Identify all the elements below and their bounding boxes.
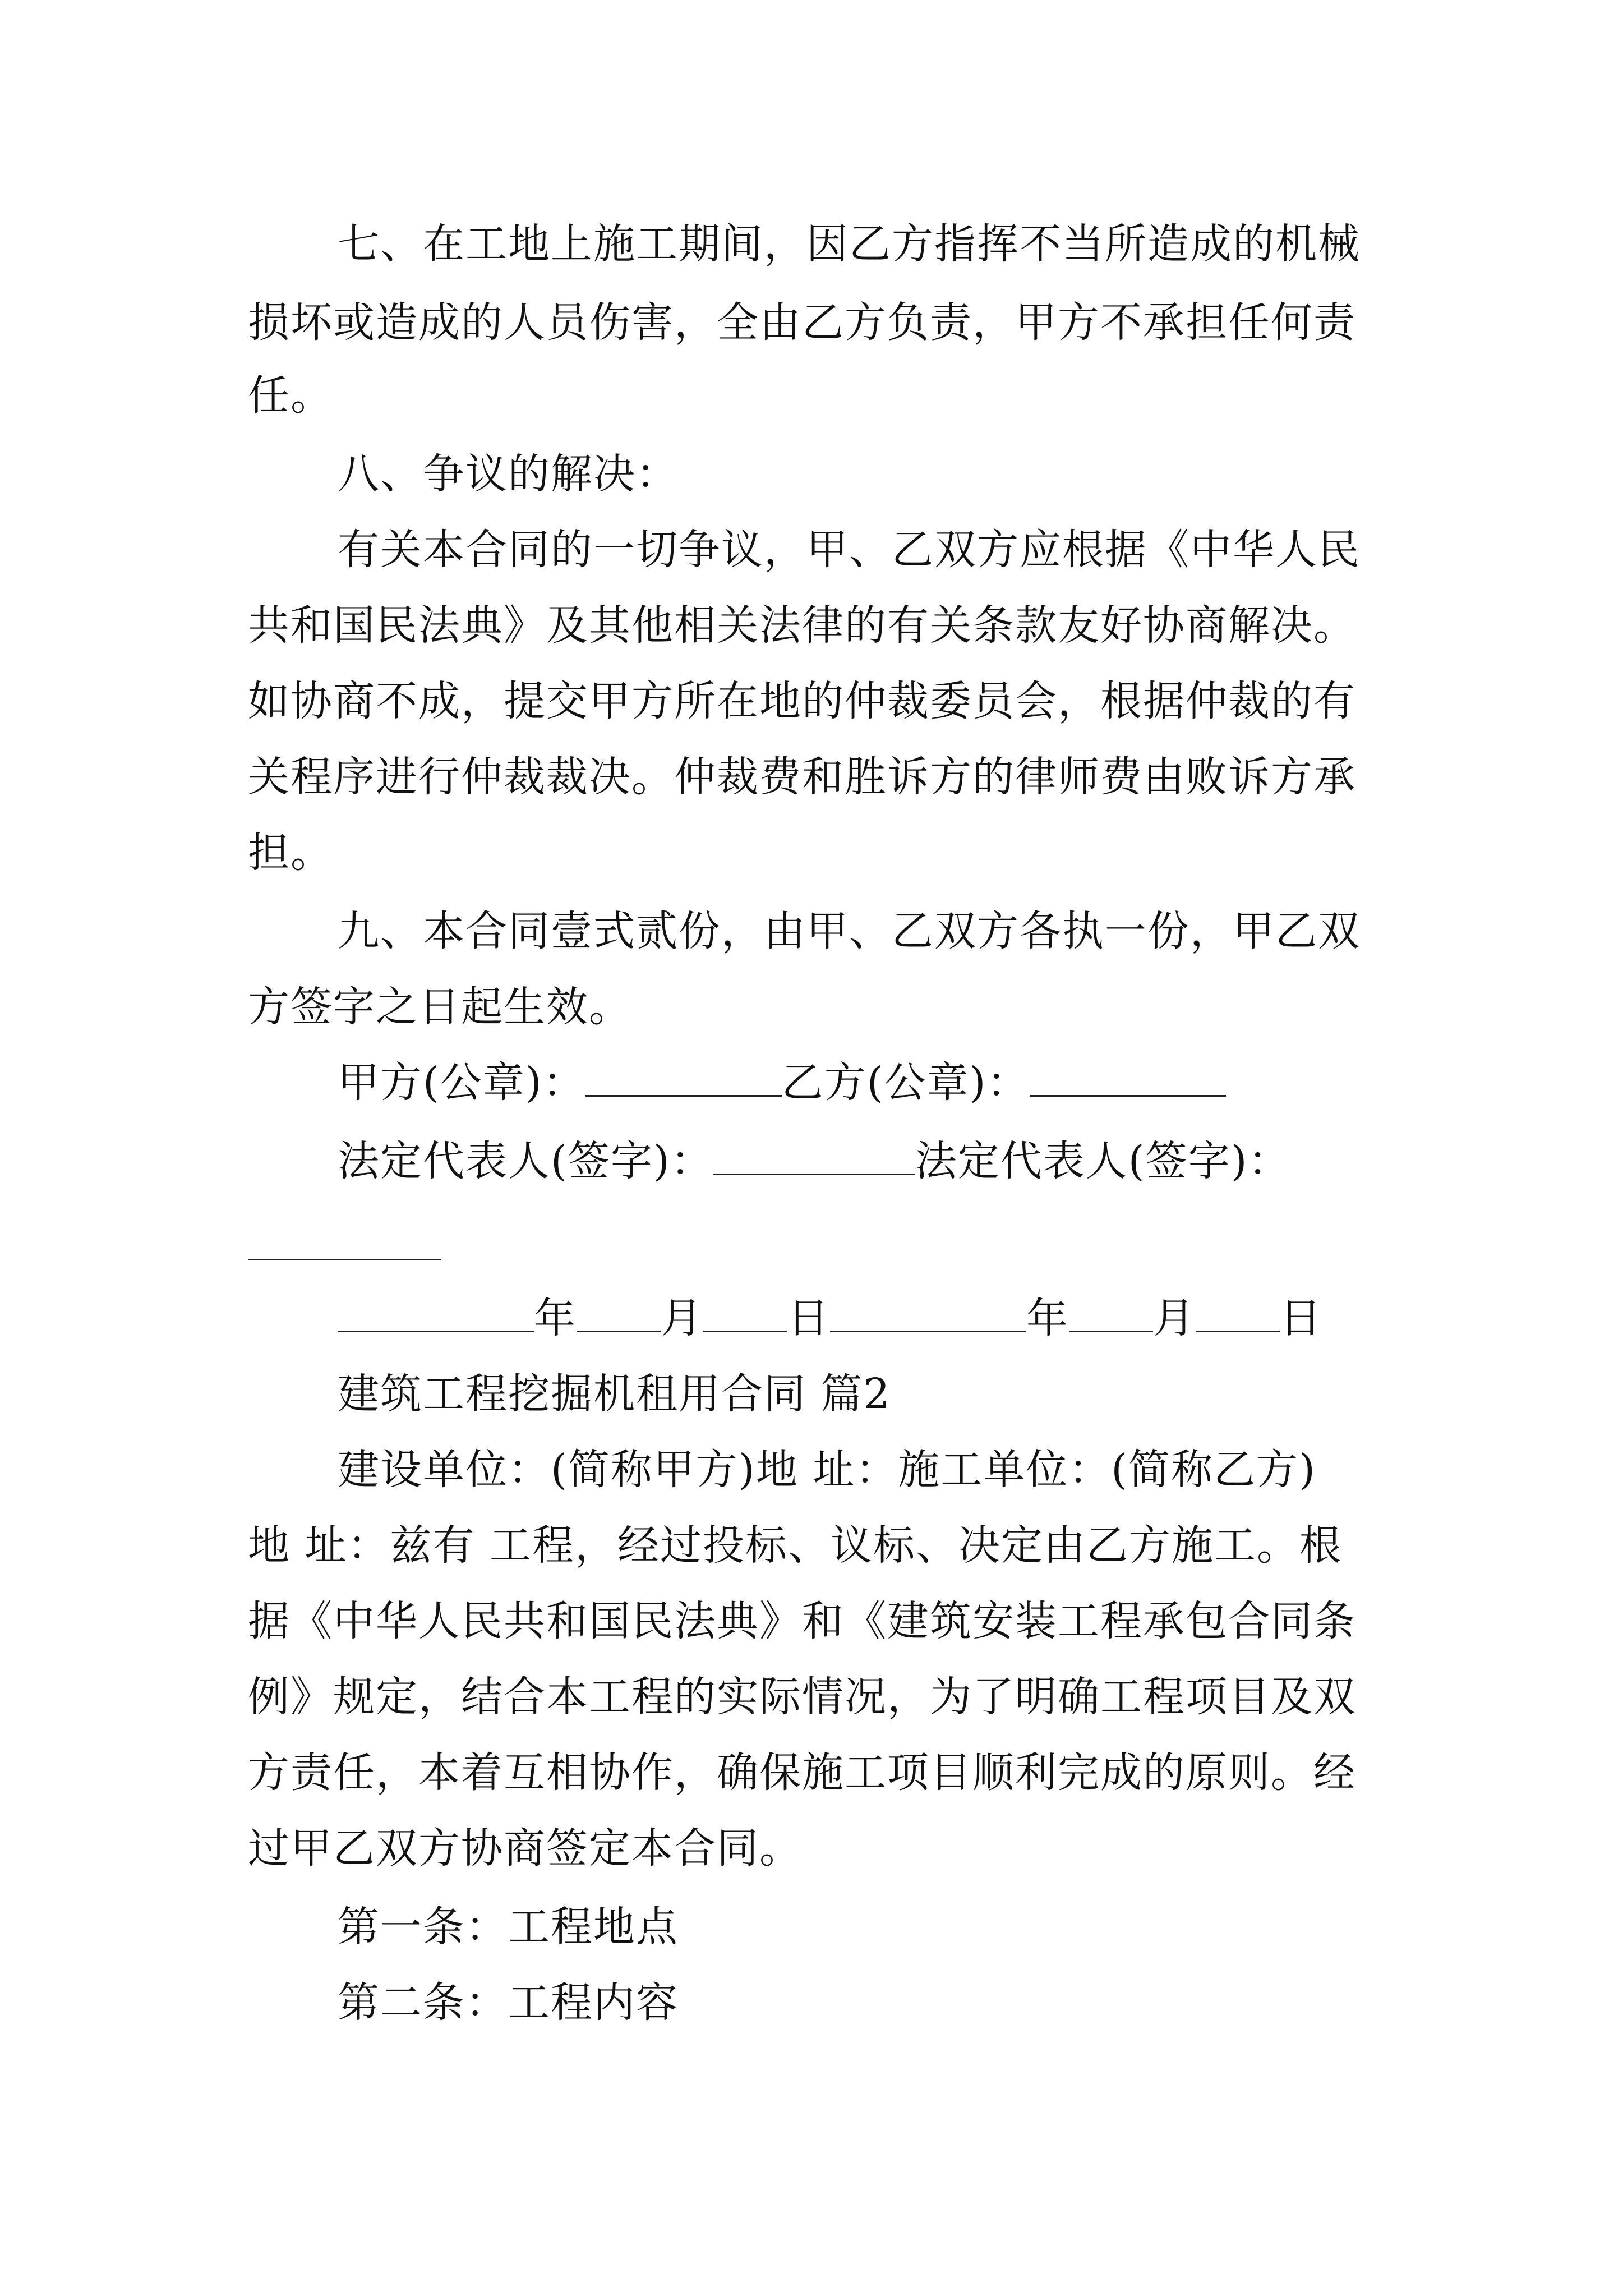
date-a-month-label: 月 [661,1294,703,1342]
contract2-line3: 据《中华人民共和国民法典》和《建筑安装工程承包合同条 [248,1597,1356,1645]
article1: 第一条：工程地点 [338,1903,679,1951]
section8-line1: 有关本合同的一切争议，甲、乙双方应根据《中华人民 [338,526,1361,574]
section8-heading: 八、争议的解决： [338,450,679,498]
rep-a-blank[interactable] [713,1137,915,1175]
contract2-line1: 建设单位：(简称甲方)地 址：施工单位：(简称乙方) [338,1446,1317,1494]
date-b-year-blank[interactable] [830,1294,1026,1332]
section8-line2: 共和国民法典》及其他相关法律的有关条款友好协商解决。 [248,601,1356,650]
contract2-line5: 方责任，本着互相协作，确保施工项目顺利完成的原则。经 [248,1749,1356,1797]
date-b-month-blank[interactable] [1069,1294,1153,1332]
party-a-seal-label: 甲方(公章)： [338,1059,585,1107]
rep-b-label: 法定代表人(签字)： [915,1137,1291,1185]
date-a-day-label: 日 [787,1294,830,1342]
date-line [338,1290,1322,1346]
date-a-day-blank[interactable] [703,1294,787,1332]
party-b-seal-label: 乙方(公章)： [781,1059,1030,1107]
section7-line1: 七、在工地上施工期间，因乙方指挥不当所造成的机械 [338,220,1361,268]
section8-line5: 担。 [248,829,333,877]
party-a-seal-blank[interactable] [585,1058,782,1097]
contract2-title: 建筑工程挖掘机租用合同 篇2 [338,1370,891,1418]
representative-line [338,1133,1291,1189]
section8-line4: 关程序进行仲裁裁决。仲裁费和胜诉方的律师费由败诉方承 [248,753,1356,801]
section7-line3: 任。 [248,371,333,420]
seal-line [338,1055,1226,1111]
section7-line2: 损坏或造成的人员伤害，全由乙方负责，甲方不承担任何责 [248,298,1356,347]
contract2-line4: 例》规定，结合本工程的实际情况，为了明确工程项目及双 [248,1673,1356,1721]
date-a-year-label: 年 [534,1294,577,1342]
article2: 第二条：工程内容 [338,1978,679,2027]
contract2-line6: 过甲乙双方协商签定本合同。 [248,1824,802,1872]
date-b-day-blank[interactable] [1196,1294,1280,1332]
rep-b-blank[interactable] [248,1259,441,1260]
section9-line2: 方签字之日起生效。 [248,983,631,1031]
date-b-year-label: 年 [1026,1294,1069,1342]
date-a-month-blank[interactable] [577,1294,661,1332]
section9-line1: 九、本合同壹式贰份，由甲、乙双方各执一份，甲乙双 [338,907,1361,955]
section8-line3: 如协商不成，提交甲方所在地的仲裁委员会，根据仲裁的有 [248,677,1356,725]
date-b-day-label: 日 [1280,1294,1322,1342]
party-b-seal-blank[interactable] [1030,1058,1226,1097]
contract2-line2: 地 址：兹有 工程，经过投标、议标、决定由乙方施工。根 [248,1521,1343,1570]
rep-a-label: 法定代表人(签字)： [338,1137,713,1185]
date-b-month-label: 月 [1153,1294,1196,1342]
date-a-year-blank[interactable] [338,1294,534,1332]
